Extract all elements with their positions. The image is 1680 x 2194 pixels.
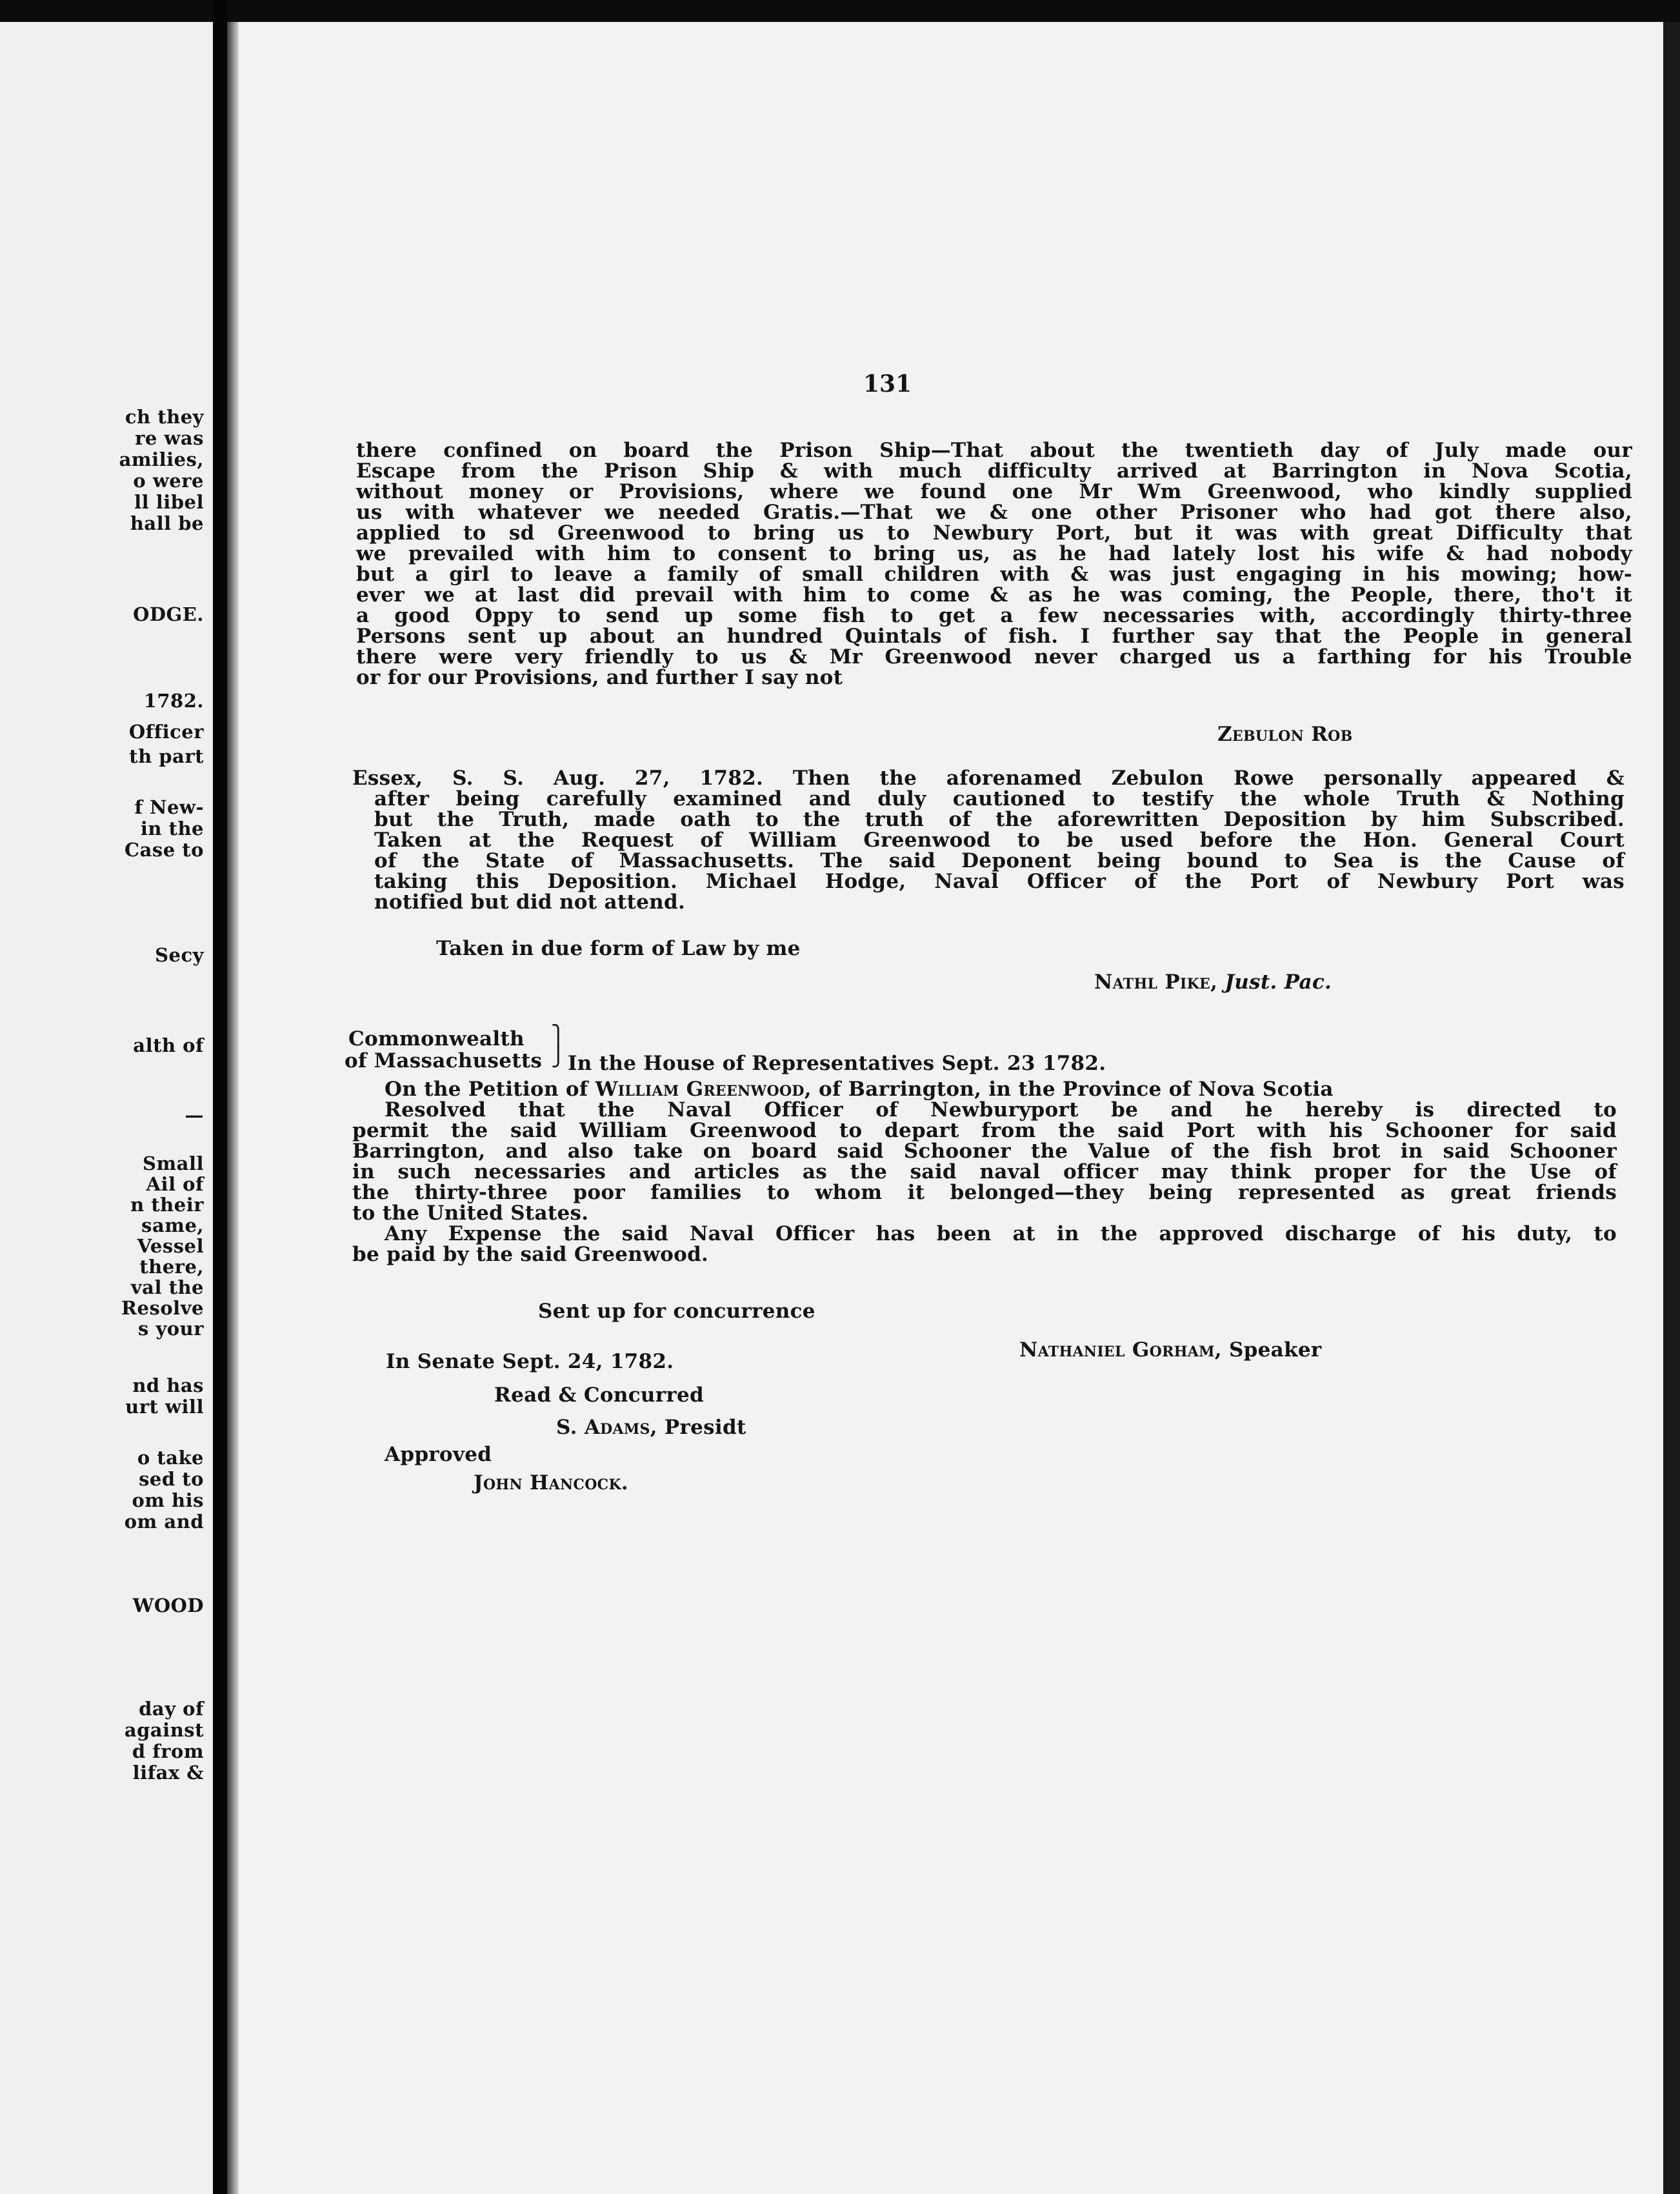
expense-line: be paid by the said Greenwood. <box>352 1243 709 1266</box>
speaker-title: Speaker <box>1228 1338 1322 1362</box>
affidavit-line: taking this Deposition. Michael Hodge, Naval Officer of the Port of Newbury Port was <box>374 870 1625 893</box>
affidavit-line: of the State of Massachusetts. The said Deponent being bound to Sea is the Cause of <box>374 849 1625 872</box>
justice-signature <box>1094 971 1332 994</box>
left-page-text-fragment: d from <box>132 1740 204 1762</box>
deposition-line: ever we at last did prevail with him to come & as he was coming, the People, there, tho't it <box>356 583 1632 607</box>
senate-line: In Senate Sept. 24, 1782. <box>386 1350 674 1373</box>
left-page-text-fragment: Secy <box>155 944 204 966</box>
left-page-text-fragment: 1782. <box>143 690 204 712</box>
affidavit-line: notified but did not attend. <box>374 891 686 914</box>
deposition-line: a good Oppy to send up some fish to get a few necessaries with, accordingly thirty-three <box>356 604 1632 627</box>
deposition-line: we prevailed with him to consent to bring us, as he had lately lost his wife & had nobody <box>356 542 1632 565</box>
governor-signature: John Hancock. <box>474 1471 628 1495</box>
brace-mark: ⎫ ⎭ <box>551 1025 566 1068</box>
justice-title: Just. Pac. <box>1225 971 1332 994</box>
resolve-line: the thirty-three poor families to whom it belonged—they being represented as great friends <box>352 1181 1617 1204</box>
speaker-signature <box>1019 1338 1322 1362</box>
affidavit-taken-line: Taken in due form of Law by me <box>436 937 801 960</box>
left-page-text-fragment: same, <box>141 1214 204 1236</box>
deposition-line: applied to sd Greenwood to bring us to Newbury Port, but it was with great Difficulty that <box>356 521 1632 545</box>
page-number: 131 <box>863 370 912 398</box>
left-page-text-fragment: against <box>124 1719 204 1741</box>
left-page-text-fragment: lifax & <box>132 1762 204 1784</box>
left-page-text-fragment: om his <box>132 1489 204 1511</box>
expense-line: Any Expense the said Naval Officer has been at in the approved discharge of his duty, to <box>385 1222 1617 1245</box>
massachusetts-heading: of Massachusetts <box>345 1049 543 1072</box>
left-page-text-fragment: in the <box>140 818 204 840</box>
president-signature <box>556 1416 746 1439</box>
resolve-line: in such necessaries and articles as the said naval officer may think proper for the Use of <box>352 1160 1617 1183</box>
left-page-text-fragment: Resolve <box>121 1297 204 1319</box>
resolve-line: Resolved that the Naval Officer of Newburyport be and he hereby is directed to <box>385 1098 1617 1122</box>
left-page-text-fragment: sed to <box>139 1468 204 1490</box>
commonwealth-heading: Commonwealth <box>348 1027 525 1051</box>
top-scan-border <box>0 0 1680 22</box>
deposition-signature: Zebulon Rob <box>1217 723 1353 746</box>
president-title: Presidt <box>664 1416 746 1439</box>
resolve-text <box>352 1079 1617 1265</box>
left-page-text-fragment: Small <box>143 1152 204 1174</box>
deposition-line: or for our Provisions, and further I say not <box>356 666 843 689</box>
left-page-text-fragment: ch they <box>125 406 204 428</box>
left-page-text-fragment: om and <box>124 1511 204 1533</box>
left-page-text-fragment: WOOD <box>132 1595 204 1616</box>
deposition-line: us with whatever we needed Gratis.—That we & one other Prisoner who had got there also, <box>356 501 1632 524</box>
left-page-text-fragment: o take <box>137 1447 204 1469</box>
left-page-text-fragment: nd has <box>132 1374 204 1396</box>
left-page-text-fragment: Vessel <box>137 1235 204 1257</box>
left-page-text-fragment: re was <box>135 427 204 449</box>
left-page-text-fragment: amilies, <box>119 448 204 470</box>
resolve-line: to the United States. <box>352 1202 589 1225</box>
read-concurred-line: Read & Concurred <box>494 1384 704 1407</box>
page <box>239 22 1663 2194</box>
left-page-text-fragment: ll libel <box>134 491 204 513</box>
left-page-text-fragment: Case to <box>125 839 204 861</box>
left-page-text-fragment: Officer <box>128 721 204 743</box>
deposition-line: Persons sent up about an hundred Quintals of fish. I further say that the People in general <box>356 625 1632 648</box>
justice-name: Nathl Pike, <box>1094 971 1218 994</box>
left-page-text-fragment: th part <box>129 745 204 767</box>
gutter-shadow <box>227 22 239 2194</box>
deposition-text <box>356 440 1632 688</box>
deposition-line: Escape from the Prison Ship & with much difficulty arrived at Barrington in Nova Scotia, <box>356 459 1632 483</box>
left-page-text-fragment: Ail of <box>146 1173 204 1195</box>
left-page-text-fragment: f New- <box>134 796 204 818</box>
speaker-name: Nathaniel Gorham, <box>1019 1338 1222 1362</box>
affidavit-line: after being carefully examined and duly cautioned to testify the whole Truth & Nothing <box>374 787 1625 810</box>
deposition-line: without money or Provisions, where we found one Mr Wm Greenwood, who kindly supplied <box>356 480 1632 503</box>
left-page-text-fragment: alth of <box>133 1034 204 1056</box>
sent-up-line: Sent up for concurrence <box>538 1300 815 1323</box>
right-scan-border <box>1663 22 1680 2194</box>
left-page-text-fragment: n their <box>130 1194 204 1216</box>
left-page-text-fragment: s your <box>138 1318 204 1340</box>
left-page-text-fragment: val the <box>130 1276 204 1298</box>
deposition-line: there were very friendly to us & Mr Greenwood never charged us a farthing for his Trouble <box>356 645 1632 669</box>
resolve-line: permit the said William Greenwood to depart from the said Port with his Schooner for said <box>352 1119 1617 1142</box>
book-gutter <box>213 0 227 2194</box>
left-page-text-fragment: o were <box>133 470 204 492</box>
left-page-text-fragment: there, <box>139 1256 204 1278</box>
resolve-line: Barrington, and also take on board said Schooner the Value of the fish brot in said Schooner <box>352 1140 1617 1163</box>
left-page-text-fragment: ODGE. <box>133 603 204 625</box>
petition-line: On the Petition of William Greenwood, of Barrington, in the Province of Nova Scotia <box>385 1078 1334 1101</box>
deposition-line: but a girl to leave a family of small children with & was just engaging in his mowing; how- <box>356 563 1632 586</box>
petitioner-name: William Greenwood, <box>595 1078 812 1101</box>
left-page-text-fragment: hall be <box>130 512 204 534</box>
left-page-text-fragment: day of <box>139 1698 204 1720</box>
left-page-text-fragment: — <box>185 1104 204 1126</box>
deposition-line: there confined on board the Prison Ship—That about the twentieth day of July made our <box>356 439 1632 462</box>
affidavit-line: Taken at the Request of William Greenwood to be used before the Hon. General Court <box>374 829 1625 852</box>
affidavit-text <box>352 768 1625 912</box>
approved-line: Approved <box>385 1443 492 1466</box>
left-page-text-fragment: urt will <box>125 1396 204 1418</box>
left-page-fragment <box>0 22 213 2194</box>
president-name: S. Adams, <box>556 1416 657 1439</box>
house-heading: In the House of Representatives Sept. 23 1782. <box>568 1052 1106 1075</box>
affidavit-line: but the Truth, made oath to the truth of the aforewritten Deposition by him Subscribed. <box>374 808 1625 831</box>
affidavit-line: Essex, S. S. Aug. 27, 1782. Then the aforenamed Zebulon Rowe personally appeared & <box>352 767 1625 790</box>
